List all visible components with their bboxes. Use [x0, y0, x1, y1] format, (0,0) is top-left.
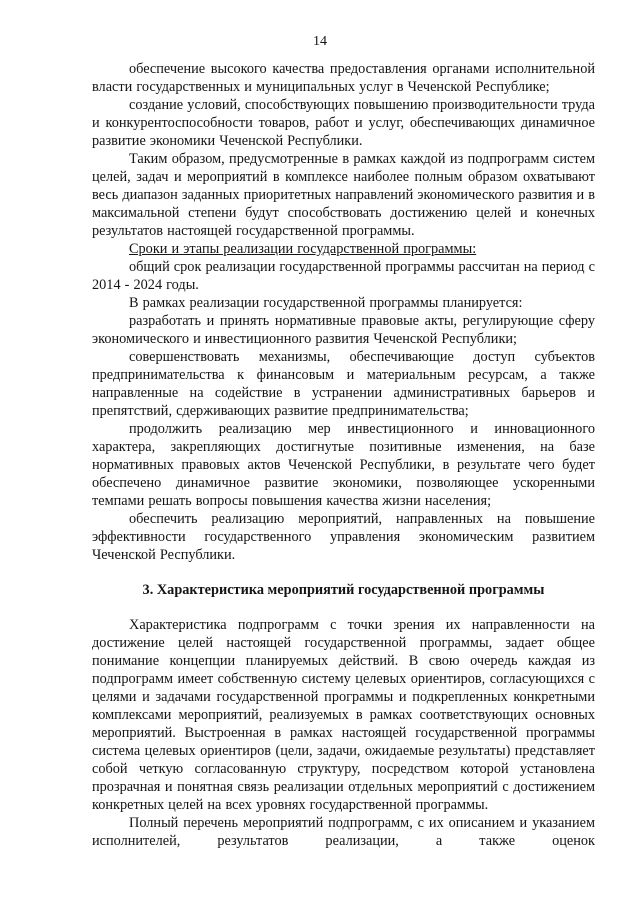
section-heading: 3. Характеристика мероприятий государственной программы	[142, 582, 545, 598]
stages-heading	[92, 240, 595, 258]
page-number: 14	[313, 34, 327, 49]
paragraph: совершенствовать механизмы, обеспечивающие доступ субъектов предпринимательства к финансовым и материальным ресурсам, а также направленные на содействие в устранении административных барьеров и препятствий, сдерживающих развитие предпринимательства;	[92, 349, 595, 419]
stages-heading-text: Сроки и этапы реализации государственной программы:	[129, 241, 477, 257]
paragraph: разработать и принять нормативные правовые акты, регулирующие сферу экономического и инвестиционного развития Чеченской Республики;	[92, 313, 595, 347]
paragraph: обеспечить реализацию мероприятий, направленных на повышение эффективности государственного управления экономическим развитием Чеченской Республики.	[92, 511, 595, 563]
document-body	[92, 60, 595, 850]
paragraph: В рамках реализации государственной программы планируется:	[129, 295, 523, 311]
paragraph: Полный перечень мероприятий подпрограмм, с их описанием и указанием исполнителей, результатов реализации, а также оценок	[92, 815, 595, 849]
paragraph: создание условий, способствующих повышению производительности труда и конкурентоспособности товаров, работ и услуг, обеспечивающих динамичное развитие экономики Чеченской Республики.	[92, 97, 595, 149]
paragraph: обеспечение высокого качества предоставления органами исполнительной власти государственных и муниципальных услуг в Чеченской Республике;	[92, 61, 595, 95]
paragraph: Характеристика подпрограмм с точки зрения их направленности на достижение целей настоящей государственной программы, задает общее понимание концепции планируемых действий. В свою очередь каждая из подпрограмм имеет собственную систему целевых ориентиров, согласующихся с целями и задачами государственной программы и подкрепленных конкретными комплексами мероприятий, реализуемых в рамках соответствующих основных мероприятий. Выстроенная в рамках настоящей государственной программы система целевых ориентиров (цели, задачи, ожидаемые результаты) представляет собой четкую согласованную структуру, посредством которой установлена прозрачная и понятная связь реализации отдельных мероприятий с достижением конкретных целей на всех уровнях государственной программы.	[92, 617, 595, 813]
paragraph: общий срок реализации государственной программы рассчитан на период с 2014 - 2024 годы.	[92, 259, 595, 293]
paragraph: продолжить реализацию мер инвестиционного и инновационного характера, закрепляющих достигнутые позитивные изменения, на базе нормативных правовых актов Чеченской Республики, в результате чего будет обеспечено динамичное развитие экономики, позволяющее ускоренными темпами решать вопросы повышения качества жизни населения;	[92, 421, 595, 509]
paragraph: Таким образом, предусмотренные в рамках каждой из подпрограмм систем целей, задач и мероприятий в комплексе наиболее полным образом охватывают весь диапазон заданных приоритетных направлений экономического развития и в максимальной степени будут способствовать достижению целей и конечных результатов настоящей государственной программы.	[92, 151, 595, 239]
